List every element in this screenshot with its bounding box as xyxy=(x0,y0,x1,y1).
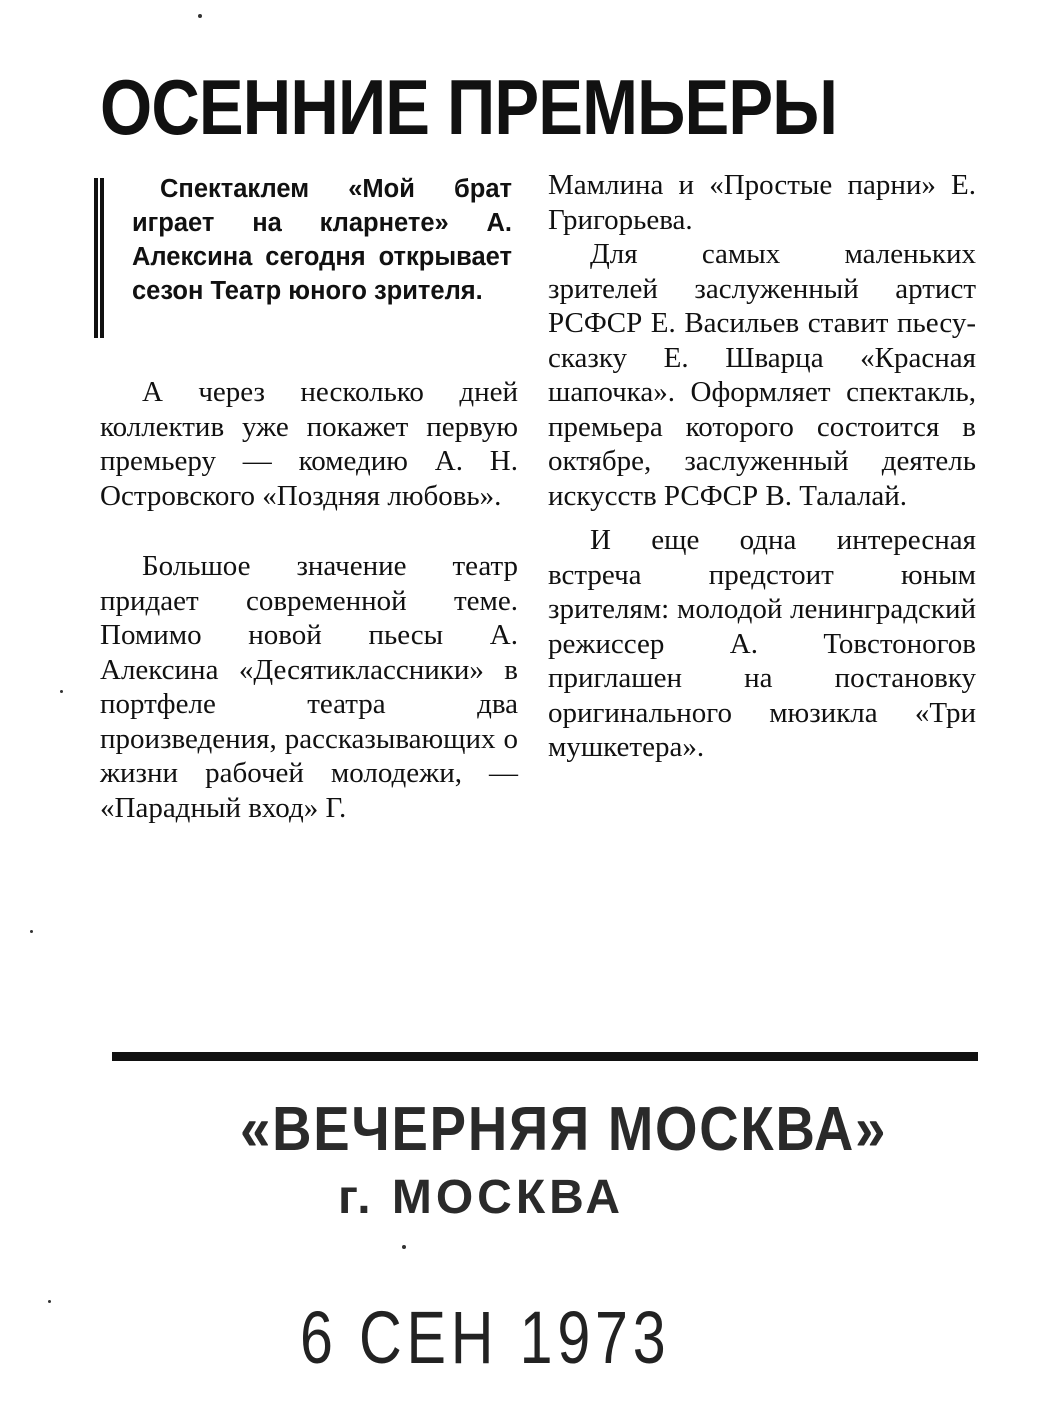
left-paragraph-2: Большое значение театр придает современной теме. Помимо новой пьесы А. Алексина «Десятиклассники» в портфеле театра два произведения, рассказывающих о жизни рабочей молодежи, — «Парадный вход» Г. xyxy=(100,550,518,824)
bottom-rule xyxy=(112,1052,978,1061)
print-speck xyxy=(30,930,33,933)
stamp-date: 6 СЕН 1973 xyxy=(300,1296,671,1379)
print-speck xyxy=(402,1245,406,1249)
stamp-city: г. МОСКВА xyxy=(338,1171,625,1224)
print-speck xyxy=(48,1300,51,1303)
right-paragraph-3: И еще одна интересная встреча предстоит юным зрителям: молодой ленинградский режиссер А. Товстоногов приглашен на постановку оригинального мюзикла «Три мушкетера». xyxy=(548,524,976,763)
lead-bar-decoration xyxy=(94,178,104,338)
left-column xyxy=(100,375,518,825)
right-paragraph-2: Для самых маленьких зрителей заслуженный артист РСФСР Е. Васильев ставит пьесу-сказку Е. Шварца «Красная шапочка». Оформляет спектакль, премьера которого состоится в октябре, заслуженный деятель искусств РСФСР В. Талалай. xyxy=(548,238,976,512)
article-lead: Спектаклем «Мой брат играет на кларнете» А. Алексина сегодня открывает сезон Театр юного зрителя. xyxy=(132,175,512,305)
stamp-newspaper-name: «ВЕЧЕРНЯЯ МОСКВА» xyxy=(240,1095,888,1164)
print-speck xyxy=(198,14,202,18)
left-paragraph-1: А через несколько дней коллектив уже покажет первую премьеру — комедию А. Н. Островского «Поздняя любовь». xyxy=(100,376,518,512)
right-paragraph-1: Мамлина и «Простые парни» Е. Григорьева. xyxy=(548,169,976,236)
right-column xyxy=(548,168,976,765)
article-headline: ОСЕННИЕ ПРЕМЬЕРЫ xyxy=(100,63,838,151)
print-speck xyxy=(60,690,63,693)
